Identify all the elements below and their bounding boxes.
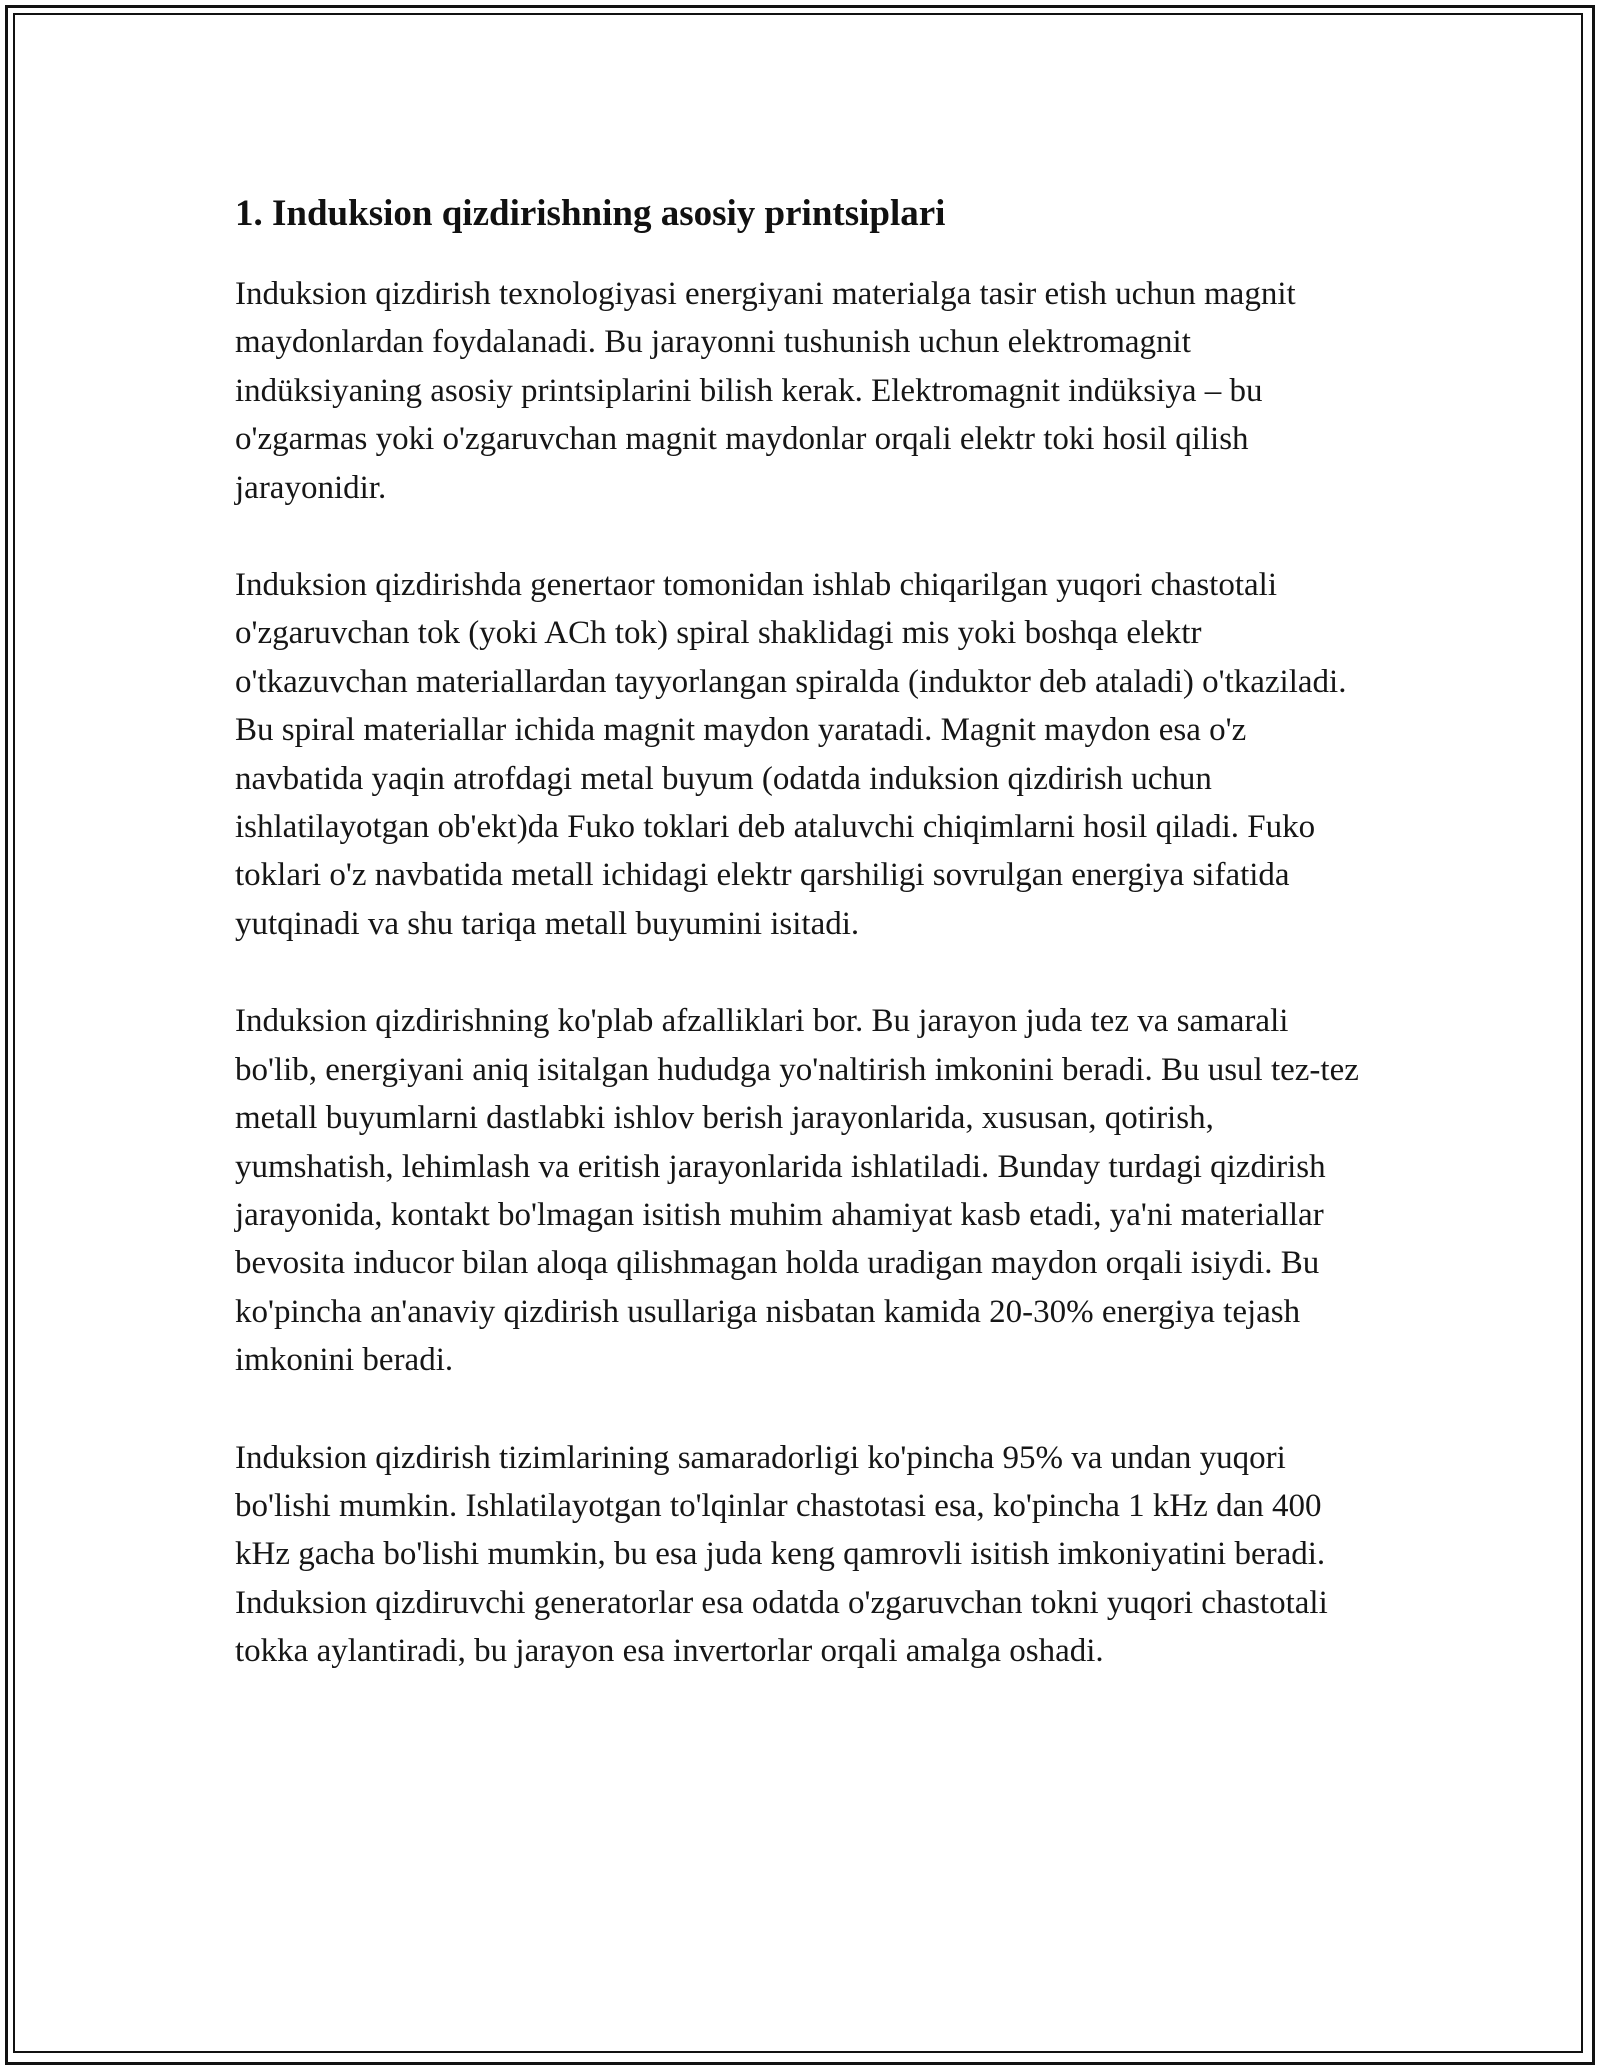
document-body (235, 188, 1370, 1725)
paragraph-2: Induksion qizdirishda genertaor tomonidan ishlab chiqarilgan yuqori chastotali o'zgaruvchan tok (yoki ACh tok) spiral shaklidagi mis yoki boshqa elektr o'tkazuvchan materiallardan tayyorlangan spiralda (induktor deb ataladi) o'tkaziladi. Bu spiral materiallar ichida magnit maydon yaratadi. Magnit maydon esa o'z navbatida yaqin atrofdagi metal buyum (odatda induksion qizdirish uchun ishlatilayotgan ob'ekt)da Fuko toklari deb ataluvchi chiqimlarni hosil qiladi. Fuko toklari o'z navbatida metall ichidagi elektr qarshiligi sovrulgan energiya sifatida yutqinadi va shu tariqa metall buyumini isitadi. (235, 567, 1347, 942)
paragraph-4: Induksion qizdirish tizimlarining samaradorligi ko'pincha 95% va undan yuqori bo'lishi mumkin. Ishlatilayotgan to'lqinlar chastotasi esa, ko'pincha 1 kHz dan 400 kHz gacha bo'lishi mumkin, bu esa juda keng qamrovli isitish imkoniyatini beradi. Induksion qizdiruvchi generatorlar esa odatda o'zgaruvchan tokni yuqori chastotali tokka aylantiradi, bu jarayon esa invertorlar orqali amalga oshadi. (235, 1439, 1328, 1670)
paragraph-3: Induksion qizdirishning ko'plab afzalliklari bor. Bu jarayon juda tez va samarali bo'lib, energiyani aniq isitalgan hududga yo'naltirish imkonini beradi. Bu usul tez-tez metall buyumlarni dastlabki ishlov berish jarayonlarida, xususan, qotirish, yumshatish, lehimlash va eritish jarayonlarida ishlatiladi. Bunday turdagi qizdirish jarayonida, kontakt bo'lmagan isitish muhim ahamiyat kasb etadi, ya'ni materiallar bevosita inducor bilan aloqa qilishmagan holda uradigan maydon orqali isiydi. Bu ko'pincha an'anaviy qizdirish usullariga nisbatan kamida 20-30% energiya tejash imkonini beradi. (235, 1003, 1359, 1379)
section-heading: 1. Induksion qizdirishning asosiy printsiplari (235, 193, 946, 234)
paragraph-1: Induksion qizdirish texnologiyasi energiyani materialga tasir etish uchun magnit maydonlardan foydalanadi. Bu jarayonni tushunish uchun elektromagnit indüksiyaning asosiy printsiplarini bilish kerak. Elektromagnit indüksiya – bu o'zgarmas yoki o'zgaruvchan magnit maydonlar orqali elektr toki hosil qilish jarayonidir. (235, 276, 1296, 506)
